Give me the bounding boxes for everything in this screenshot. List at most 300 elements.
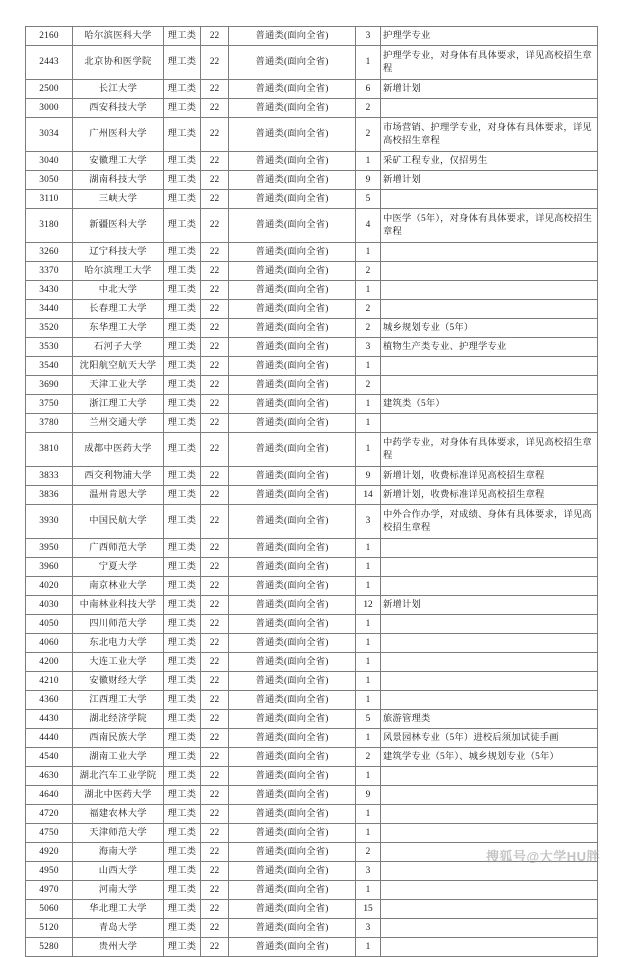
table-row xyxy=(26,171,598,190)
table-row xyxy=(26,634,598,653)
cell-major: 普通类(面向全省) xyxy=(229,824,356,843)
cell-code: 4020 xyxy=(26,577,73,596)
cell-code: 4210 xyxy=(26,672,73,691)
table-row xyxy=(26,672,598,691)
cell-plan: 1 xyxy=(356,634,381,653)
cell-plan: 2 xyxy=(356,99,381,118)
cell-cat: 理工类 xyxy=(164,539,201,558)
table-row xyxy=(26,767,598,786)
cell-name: 北京协和医学院 xyxy=(73,46,164,80)
cell-num: 22 xyxy=(201,152,229,171)
cell-major: 普通类(面向全省) xyxy=(229,46,356,80)
cell-note xyxy=(381,615,598,634)
cell-major: 普通类(面向全省) xyxy=(229,433,356,467)
cell-num: 22 xyxy=(201,805,229,824)
table-row xyxy=(26,467,598,486)
cell-major: 普通类(面向全省) xyxy=(229,190,356,209)
cell-code: 5120 xyxy=(26,919,73,938)
cell-code: 3930 xyxy=(26,505,73,539)
cell-note: 旅游管理类 xyxy=(381,710,598,729)
cell-cat: 理工类 xyxy=(164,338,201,357)
cell-note: 新增计划 xyxy=(381,171,598,190)
cell-cat: 理工类 xyxy=(164,118,201,152)
cell-code: 3110 xyxy=(26,190,73,209)
cell-cat: 理工类 xyxy=(164,634,201,653)
cell-plan: 5 xyxy=(356,190,381,209)
table-row xyxy=(26,558,598,577)
cell-plan: 1 xyxy=(356,414,381,433)
cell-major: 普通类(面向全省) xyxy=(229,414,356,433)
cell-major: 普通类(面向全省) xyxy=(229,767,356,786)
cell-cat: 理工类 xyxy=(164,596,201,615)
cell-plan: 12 xyxy=(356,596,381,615)
table-row xyxy=(26,243,598,262)
cell-note xyxy=(381,190,598,209)
cell-cat: 理工类 xyxy=(164,881,201,900)
cell-major: 普通类(面向全省) xyxy=(229,209,356,243)
cell-cat: 理工类 xyxy=(164,152,201,171)
table-row xyxy=(26,748,598,767)
cell-name: 中北大学 xyxy=(73,281,164,300)
cell-cat: 理工类 xyxy=(164,171,201,190)
table-row xyxy=(26,729,598,748)
table-row xyxy=(26,486,598,505)
cell-name: 中南林业科技大学 xyxy=(73,596,164,615)
cell-num: 22 xyxy=(201,209,229,243)
cell-note: 城乡规划专业（5年） xyxy=(381,319,598,338)
cell-code: 5060 xyxy=(26,900,73,919)
cell-cat: 理工类 xyxy=(164,433,201,467)
cell-note xyxy=(381,414,598,433)
cell-plan: 3 xyxy=(356,27,381,46)
cell-note xyxy=(381,900,598,919)
cell-name: 华北理工大学 xyxy=(73,900,164,919)
cell-plan: 1 xyxy=(356,46,381,80)
cell-plan: 9 xyxy=(356,171,381,190)
cell-plan: 1 xyxy=(356,357,381,376)
table-row xyxy=(26,80,598,99)
cell-plan: 1 xyxy=(356,577,381,596)
cell-major: 普通类(面向全省) xyxy=(229,281,356,300)
cell-cat: 理工类 xyxy=(164,919,201,938)
table-row xyxy=(26,539,598,558)
cell-name: 安徽财经大学 xyxy=(73,672,164,691)
cell-note xyxy=(381,938,598,957)
cell-cat: 理工类 xyxy=(164,505,201,539)
cell-plan: 1 xyxy=(356,433,381,467)
cell-code: 3180 xyxy=(26,209,73,243)
table-row xyxy=(26,414,598,433)
table-row xyxy=(26,357,598,376)
cell-name: 湖北中医药大学 xyxy=(73,786,164,805)
cell-major: 普通类(面向全省) xyxy=(229,486,356,505)
cell-name: 江西理工大学 xyxy=(73,691,164,710)
cell-num: 22 xyxy=(201,691,229,710)
cell-plan: 9 xyxy=(356,467,381,486)
table-row xyxy=(26,281,598,300)
cell-cat: 理工类 xyxy=(164,300,201,319)
cell-note: 中外合作办学，对成绩、身体有具体要求，详见高校招生章程 xyxy=(381,505,598,539)
cell-major: 普通类(面向全省) xyxy=(229,881,356,900)
cell-note xyxy=(381,691,598,710)
cell-num: 22 xyxy=(201,27,229,46)
cell-num: 22 xyxy=(201,919,229,938)
cell-code: 4200 xyxy=(26,653,73,672)
cell-num: 22 xyxy=(201,433,229,467)
cell-code: 3833 xyxy=(26,467,73,486)
cell-code: 3810 xyxy=(26,433,73,467)
cell-plan: 5 xyxy=(356,710,381,729)
cell-major: 普通类(面向全省) xyxy=(229,27,356,46)
cell-name: 大连工业大学 xyxy=(73,653,164,672)
cell-num: 22 xyxy=(201,558,229,577)
cell-name: 新疆医科大学 xyxy=(73,209,164,243)
cell-major: 普通类(面向全省) xyxy=(229,653,356,672)
cell-code: 3430 xyxy=(26,281,73,300)
cell-num: 22 xyxy=(201,300,229,319)
cell-code: 4440 xyxy=(26,729,73,748)
cell-num: 22 xyxy=(201,171,229,190)
cell-note xyxy=(381,577,598,596)
cell-num: 22 xyxy=(201,653,229,672)
cell-plan: 3 xyxy=(356,919,381,938)
cell-major: 普通类(面向全省) xyxy=(229,634,356,653)
cell-note xyxy=(381,376,598,395)
cell-plan: 3 xyxy=(356,862,381,881)
cell-major: 普通类(面向全省) xyxy=(229,262,356,281)
cell-code: 3034 xyxy=(26,118,73,152)
cell-plan: 1 xyxy=(356,824,381,843)
cell-note xyxy=(381,357,598,376)
cell-name: 福建农林大学 xyxy=(73,805,164,824)
cell-note xyxy=(381,919,598,938)
cell-note xyxy=(381,300,598,319)
cell-num: 22 xyxy=(201,843,229,862)
cell-note: 建筑类（5年） xyxy=(381,395,598,414)
table-row xyxy=(26,824,598,843)
cell-cat: 理工类 xyxy=(164,900,201,919)
cell-note xyxy=(381,99,598,118)
table-row xyxy=(26,505,598,539)
cell-note: 中医学（5年），对身体有具体要求，详见高校招生章程 xyxy=(381,209,598,243)
table-row xyxy=(26,900,598,919)
cell-cat: 理工类 xyxy=(164,27,201,46)
cell-name: 温州肯恩大学 xyxy=(73,486,164,505)
cell-cat: 理工类 xyxy=(164,653,201,672)
cell-major: 普通类(面向全省) xyxy=(229,152,356,171)
cell-code: 3440 xyxy=(26,300,73,319)
cell-note: 护理学专业，对身体有具体要求，详见高校招生章程 xyxy=(381,46,598,80)
cell-cat: 理工类 xyxy=(164,99,201,118)
cell-cat: 理工类 xyxy=(164,190,201,209)
cell-major: 普通类(面向全省) xyxy=(229,243,356,262)
cell-name: 西交利物浦大学 xyxy=(73,467,164,486)
cell-plan: 1 xyxy=(356,881,381,900)
cell-name: 宁夏大学 xyxy=(73,558,164,577)
admissions-plan-table-container xyxy=(25,26,597,957)
cell-note xyxy=(381,786,598,805)
cell-note xyxy=(381,824,598,843)
cell-note: 市场营销、护理学专业，对身体有具体要求，详见高校招生章程 xyxy=(381,118,598,152)
cell-num: 22 xyxy=(201,414,229,433)
cell-note: 建筑学专业（5年）、城乡规划专业（5年） xyxy=(381,748,598,767)
table-row xyxy=(26,596,598,615)
cell-plan: 2 xyxy=(356,748,381,767)
cell-plan: 4 xyxy=(356,209,381,243)
cell-cat: 理工类 xyxy=(164,786,201,805)
cell-note: 新增计划 xyxy=(381,80,598,99)
cell-cat: 理工类 xyxy=(164,615,201,634)
cell-major: 普通类(面向全省) xyxy=(229,80,356,99)
cell-num: 22 xyxy=(201,467,229,486)
cell-num: 22 xyxy=(201,824,229,843)
cell-plan: 14 xyxy=(356,486,381,505)
cell-plan: 1 xyxy=(356,243,381,262)
cell-code: 4050 xyxy=(26,615,73,634)
cell-major: 普通类(面向全省) xyxy=(229,357,356,376)
cell-major: 普通类(面向全省) xyxy=(229,319,356,338)
cell-cat: 理工类 xyxy=(164,357,201,376)
cell-major: 普通类(面向全省) xyxy=(229,558,356,577)
cell-name: 哈尔滨医科大学 xyxy=(73,27,164,46)
cell-name: 西安科技大学 xyxy=(73,99,164,118)
cell-plan: 6 xyxy=(356,80,381,99)
cell-plan: 1 xyxy=(356,805,381,824)
cell-code: 3690 xyxy=(26,376,73,395)
table-row xyxy=(26,338,598,357)
cell-cat: 理工类 xyxy=(164,672,201,691)
cell-major: 普通类(面向全省) xyxy=(229,467,356,486)
cell-major: 普通类(面向全省) xyxy=(229,376,356,395)
cell-plan: 1 xyxy=(356,152,381,171)
cell-code: 4540 xyxy=(26,748,73,767)
cell-name: 沈阳航空航天大学 xyxy=(73,357,164,376)
cell-plan: 9 xyxy=(356,786,381,805)
table-row xyxy=(26,152,598,171)
cell-num: 22 xyxy=(201,539,229,558)
cell-name: 山西大学 xyxy=(73,862,164,881)
cell-plan: 1 xyxy=(356,672,381,691)
cell-plan: 1 xyxy=(356,558,381,577)
cell-num: 22 xyxy=(201,505,229,539)
cell-num: 22 xyxy=(201,118,229,152)
cell-name: 石河子大学 xyxy=(73,338,164,357)
cell-major: 普通类(面向全省) xyxy=(229,919,356,938)
table-row xyxy=(26,319,598,338)
cell-major: 普通类(面向全省) xyxy=(229,748,356,767)
cell-cat: 理工类 xyxy=(164,80,201,99)
cell-cat: 理工类 xyxy=(164,767,201,786)
cell-major: 普通类(面向全省) xyxy=(229,596,356,615)
cell-code: 4750 xyxy=(26,824,73,843)
cell-plan: 1 xyxy=(356,938,381,957)
cell-major: 普通类(面向全省) xyxy=(229,505,356,539)
cell-num: 22 xyxy=(201,190,229,209)
cell-code: 4360 xyxy=(26,691,73,710)
cell-cat: 理工类 xyxy=(164,748,201,767)
cell-major: 普通类(面向全省) xyxy=(229,900,356,919)
cell-major: 普通类(面向全省) xyxy=(229,577,356,596)
cell-num: 22 xyxy=(201,319,229,338)
cell-note: 护理学专业 xyxy=(381,27,598,46)
cell-plan: 1 xyxy=(356,281,381,300)
cell-name: 三峡大学 xyxy=(73,190,164,209)
table-row xyxy=(26,881,598,900)
cell-name: 天津师范大学 xyxy=(73,824,164,843)
cell-num: 22 xyxy=(201,672,229,691)
cell-code: 3530 xyxy=(26,338,73,357)
cell-note xyxy=(381,558,598,577)
cell-num: 22 xyxy=(201,338,229,357)
cell-major: 普通类(面向全省) xyxy=(229,338,356,357)
cell-num: 22 xyxy=(201,80,229,99)
cell-name: 东北电力大学 xyxy=(73,634,164,653)
admissions-plan-table xyxy=(25,26,598,957)
table-row xyxy=(26,919,598,938)
cell-name: 辽宁科技大学 xyxy=(73,243,164,262)
cell-code: 4970 xyxy=(26,881,73,900)
cell-note: 中药学专业，对身体有具体要求，详见高校招生章程 xyxy=(381,433,598,467)
cell-plan: 2 xyxy=(356,376,381,395)
cell-code: 4640 xyxy=(26,786,73,805)
cell-major: 普通类(面向全省) xyxy=(229,786,356,805)
cell-code: 3000 xyxy=(26,99,73,118)
cell-major: 普通类(面向全省) xyxy=(229,710,356,729)
cell-name: 广西师范大学 xyxy=(73,539,164,558)
cell-code: 3370 xyxy=(26,262,73,281)
cell-code: 3950 xyxy=(26,539,73,558)
cell-name: 湖北汽车工业学院 xyxy=(73,767,164,786)
cell-code: 4030 xyxy=(26,596,73,615)
cell-code: 3520 xyxy=(26,319,73,338)
cell-num: 22 xyxy=(201,862,229,881)
cell-num: 22 xyxy=(201,881,229,900)
cell-plan: 3 xyxy=(356,505,381,539)
cell-name: 长江大学 xyxy=(73,80,164,99)
cell-code: 3260 xyxy=(26,243,73,262)
cell-name: 湖南工业大学 xyxy=(73,748,164,767)
cell-code: 4920 xyxy=(26,843,73,862)
table-row xyxy=(26,209,598,243)
cell-num: 22 xyxy=(201,395,229,414)
cell-note: 风景园林专业（5年）进校后须加试徒手画 xyxy=(381,729,598,748)
cell-note xyxy=(381,881,598,900)
cell-num: 22 xyxy=(201,634,229,653)
cell-code: 4720 xyxy=(26,805,73,824)
cell-cat: 理工类 xyxy=(164,577,201,596)
cell-cat: 理工类 xyxy=(164,938,201,957)
table-row xyxy=(26,99,598,118)
cell-note xyxy=(381,672,598,691)
cell-name: 天津工业大学 xyxy=(73,376,164,395)
table-row xyxy=(26,262,598,281)
cell-code: 3780 xyxy=(26,414,73,433)
cell-num: 22 xyxy=(201,729,229,748)
cell-cat: 理工类 xyxy=(164,843,201,862)
cell-num: 22 xyxy=(201,376,229,395)
cell-code: 3040 xyxy=(26,152,73,171)
cell-plan: 1 xyxy=(356,729,381,748)
table-row xyxy=(26,653,598,672)
cell-plan: 2 xyxy=(356,300,381,319)
cell-cat: 理工类 xyxy=(164,805,201,824)
cell-major: 普通类(面向全省) xyxy=(229,729,356,748)
cell-name: 青岛大学 xyxy=(73,919,164,938)
cell-cat: 理工类 xyxy=(164,319,201,338)
cell-plan: 1 xyxy=(356,691,381,710)
cell-plan: 1 xyxy=(356,767,381,786)
cell-major: 普通类(面向全省) xyxy=(229,99,356,118)
cell-code: 2443 xyxy=(26,46,73,80)
table-row xyxy=(26,786,598,805)
cell-cat: 理工类 xyxy=(164,281,201,300)
cell-num: 22 xyxy=(201,938,229,957)
cell-num: 22 xyxy=(201,710,229,729)
cell-num: 22 xyxy=(201,748,229,767)
cell-num: 22 xyxy=(201,615,229,634)
table-row xyxy=(26,710,598,729)
cell-cat: 理工类 xyxy=(164,824,201,843)
cell-major: 普通类(面向全省) xyxy=(229,395,356,414)
cell-num: 22 xyxy=(201,262,229,281)
cell-plan: 15 xyxy=(356,900,381,919)
cell-cat: 理工类 xyxy=(164,558,201,577)
cell-name: 广州医科大学 xyxy=(73,118,164,152)
cell-cat: 理工类 xyxy=(164,710,201,729)
cell-name: 河南大学 xyxy=(73,881,164,900)
cell-note: 新增计划，收费标准详见高校招生章程 xyxy=(381,467,598,486)
cell-name: 成都中医药大学 xyxy=(73,433,164,467)
cell-code: 3836 xyxy=(26,486,73,505)
cell-cat: 理工类 xyxy=(164,376,201,395)
table-row xyxy=(26,190,598,209)
cell-note xyxy=(381,767,598,786)
table-body xyxy=(26,27,598,957)
cell-num: 22 xyxy=(201,99,229,118)
cell-cat: 理工类 xyxy=(164,46,201,80)
table-row xyxy=(26,691,598,710)
cell-name: 哈尔滨理工大学 xyxy=(73,262,164,281)
cell-note xyxy=(381,653,598,672)
cell-name: 中国民航大学 xyxy=(73,505,164,539)
cell-code: 2500 xyxy=(26,80,73,99)
table-row xyxy=(26,27,598,46)
cell-plan: 2 xyxy=(356,319,381,338)
cell-code: 3540 xyxy=(26,357,73,376)
cell-num: 22 xyxy=(201,767,229,786)
cell-note: 植物生产类专业、护理学专业 xyxy=(381,338,598,357)
cell-note xyxy=(381,262,598,281)
table-row xyxy=(26,433,598,467)
cell-name: 东华理工大学 xyxy=(73,319,164,338)
cell-major: 普通类(面向全省) xyxy=(229,862,356,881)
cell-cat: 理工类 xyxy=(164,414,201,433)
cell-num: 22 xyxy=(201,486,229,505)
cell-name: 四川师范大学 xyxy=(73,615,164,634)
cell-cat: 理工类 xyxy=(164,862,201,881)
cell-num: 22 xyxy=(201,281,229,300)
watermark: 搜狐号@大学HU胖 xyxy=(486,849,600,864)
cell-plan: 3 xyxy=(356,338,381,357)
table-row xyxy=(26,118,598,152)
cell-code: 2160 xyxy=(26,27,73,46)
cell-num: 22 xyxy=(201,577,229,596)
cell-note: 采矿工程专业，仅招男生 xyxy=(381,152,598,171)
cell-note: 新增计划，收费标准详见高校招生章程 xyxy=(381,486,598,505)
cell-name: 贵州大学 xyxy=(73,938,164,957)
cell-plan: 1 xyxy=(356,395,381,414)
cell-name: 兰州交通大学 xyxy=(73,414,164,433)
